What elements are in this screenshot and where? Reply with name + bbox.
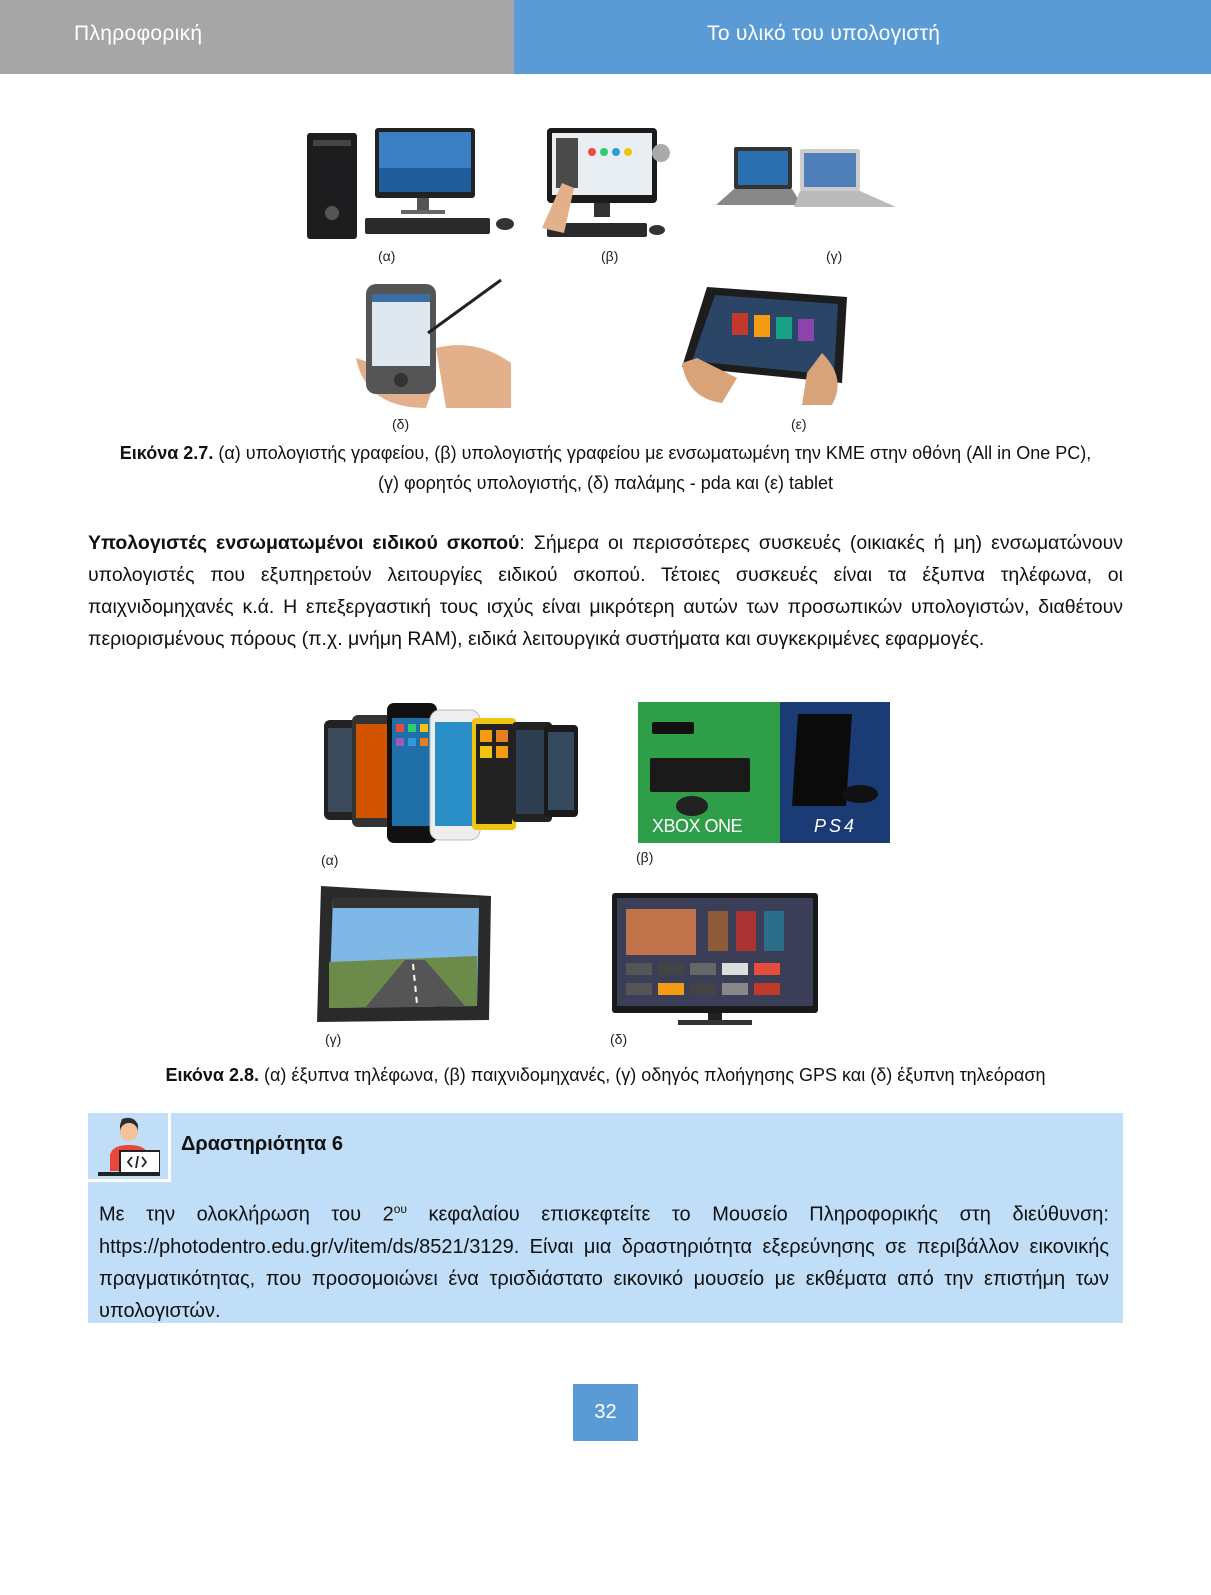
activity-text-rest: κεφαλαίου επισκεφτείτε το Μουσείο Πληροφορικής στη διεύθυνση: https://photodentro.edu.gr/v/item/ds/8521/3129. Είναι μια δραστηριότητα εξερεύνησης σε περιβάλλον εικονικής πραγματικότητας, που προσομοιώνει ένα τρισδιάστατο εικονικό μουσείο με εκθέματα από την επιστήμη των υπολογιστών.	[99, 1203, 1109, 1322]
all-in-one-pc-illustration	[542, 128, 672, 243]
figure-2-7-caption-line1: (α) υπολογιστής γραφείου, (β) υπολογιστής γραφείου με ενσωματωμένη την ΚΜΕ στην οθόνη (All in One PC),	[213, 443, 1092, 463]
figure-2-8-number: Εικόνα 2.8.	[165, 1065, 260, 1085]
smart-tv-illustration	[612, 893, 820, 1028]
tablet-illustration	[682, 283, 852, 408]
desktop-computer-illustration	[305, 128, 525, 243]
paragraph-text: : Σήμερα οι περισσότερες συσκευές (οικιακές ή μη) ενσωματώνουν υπολογιστές που εξυπηρετούν λειτουργίες ειδικού σκοπού. Τέτοιες συσκευές είναι τα έξυπνα τηλέφωνα, οι παιχνιδομηχανές κ.ά. Η επεξεργαστική τους ισχύς είναι μικρότερη αυτών των προσωπικών υπολογιστών, διαθέτουν περιορισμένους πόρους (π.χ. μνήμη RAM), ειδικά λειτουργικά συστήματα και συγκεκριμένες εφαρμογές.	[88, 532, 1123, 650]
xbox-one-logo: XBOX ONE	[652, 816, 743, 836]
activity-box	[88, 1113, 1123, 1323]
fig28-label-a: (α)	[321, 852, 339, 868]
fig27-label-d: (δ)	[392, 416, 410, 432]
header-left-band	[0, 0, 514, 74]
embedded-computers-paragraph	[88, 527, 1123, 655]
fig27-label-e: (ε)	[791, 416, 807, 432]
figure-2-7-caption-line2: (γ) φορητός υπολογιστής, (δ) παλάμης - pda και (ε) tablet	[377, 473, 834, 493]
fig27-label-a: (α)	[378, 248, 396, 264]
activity-icon-box	[88, 1113, 171, 1182]
laptops-illustration	[706, 145, 906, 215]
activity-text-start: Με την ολοκλήρωση του 2	[99, 1203, 394, 1226]
header-right-band	[514, 0, 1211, 74]
smartphones-illustration	[322, 700, 584, 850]
programmer-icon	[98, 1115, 160, 1177]
activity-ordinal-sup: ου	[393, 1202, 407, 1216]
gps-navigator-illustration	[315, 880, 495, 1030]
fig28-label-d: (δ)	[610, 1031, 628, 1047]
fig28-label-c: (γ)	[325, 1031, 342, 1047]
figure-2-8-caption-text: (α) έξυπνα τηλέφωνα, (β) παιχνιδομηχανές, (γ) οδηγός πλοήγησης GPS και (δ) έξυπνη τηλεόραση	[259, 1065, 1046, 1085]
subject-title: Πληροφορική	[74, 22, 203, 45]
activity-title: Δραστηριότητα 6	[181, 1133, 343, 1155]
pda-illustration	[356, 278, 516, 413]
figure-2-8-caption	[88, 1060, 1123, 1090]
activity-text	[99, 1193, 1109, 1327]
fig27-label-b: (β)	[601, 248, 619, 264]
fig27-label-c: (γ)	[826, 248, 843, 264]
game-consoles-illustration	[638, 702, 890, 843]
ps4-logo: PS4	[814, 816, 858, 836]
figure-2-7-caption	[88, 438, 1123, 498]
page-number: 32	[573, 1384, 638, 1441]
fig28-label-b: (β)	[636, 849, 654, 865]
paragraph-bold-lead: Υπολογιστές ενσωματωμένοι ειδικού σκοπού	[88, 532, 520, 554]
figure-2-7-number: Εικόνα 2.7.	[119, 443, 214, 463]
chapter-title: Το υλικό του υπολογιστή	[707, 22, 941, 45]
